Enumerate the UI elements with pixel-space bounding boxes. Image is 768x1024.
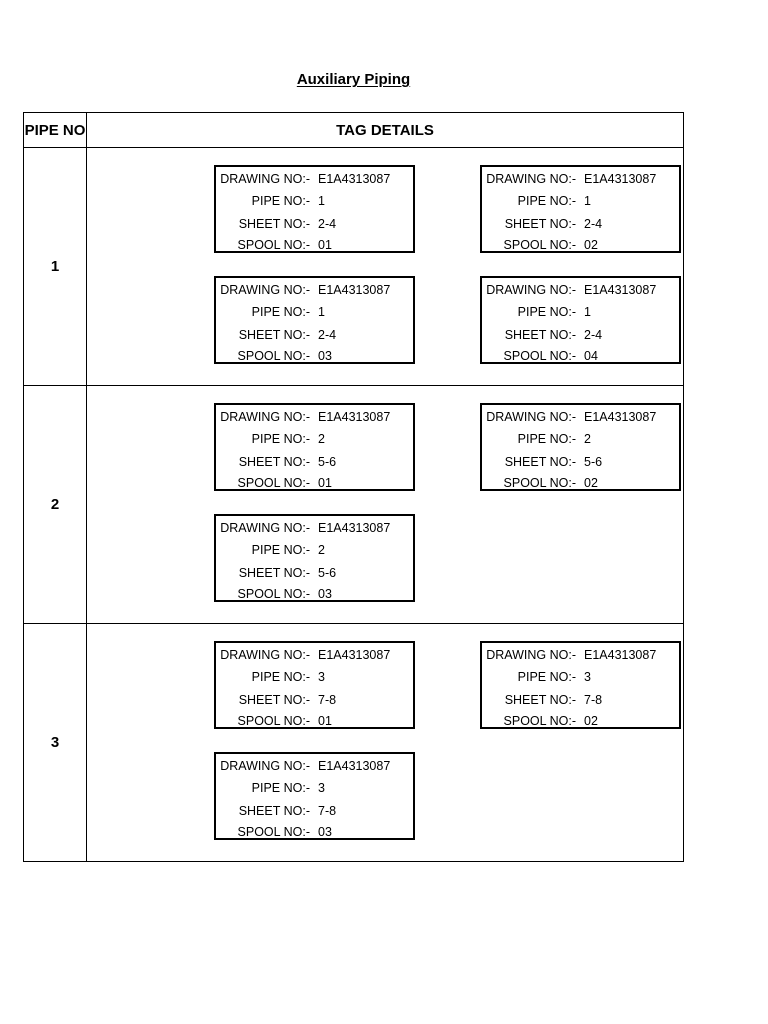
tag-drawing-label: DRAWING NO:- <box>220 410 310 424</box>
tag-pipe-label: PIPE NO:- <box>251 194 310 208</box>
tag-drawing-row <box>482 409 679 425</box>
tag-drawing-label: DRAWING NO:- <box>220 648 310 662</box>
tag-spool-label: SPOOL NO:- <box>237 238 310 252</box>
tag-sheet-row <box>216 803 413 819</box>
tag-sheet-label: SHEET NO:- <box>238 328 310 342</box>
tag-sheet-row <box>482 454 679 470</box>
tag-pipe-row <box>216 542 413 558</box>
tag-drawing-label: DRAWING NO:- <box>220 521 310 535</box>
tag-details-cell <box>87 386 684 624</box>
tag-sheet-value: 2-4 <box>584 217 603 231</box>
tag-box <box>214 641 415 729</box>
tag-pipe-row <box>482 431 679 447</box>
tag-sheet-value: 7-8 <box>318 693 337 707</box>
tag-spool-value: 01 <box>318 476 332 490</box>
tag-box <box>480 276 681 364</box>
tag-spool-row <box>216 348 413 364</box>
tag-drawing-row <box>216 758 413 774</box>
header-pipe-no: PIPE NO <box>24 113 87 148</box>
tag-drawing-value: E1A4313087 <box>584 410 657 424</box>
tag-drawing-value: E1A4313087 <box>318 410 391 424</box>
tag-drawing-label: DRAWING NO:- <box>220 172 310 186</box>
tag-box <box>214 752 415 840</box>
tag-spool-value: 01 <box>318 714 332 728</box>
tag-drawing-row <box>482 647 679 663</box>
tag-drawing-row <box>216 520 413 536</box>
piping-table <box>23 112 684 862</box>
tag-pipe-value: 3 <box>318 670 325 684</box>
tag-drawing-label: DRAWING NO:- <box>486 283 576 297</box>
tag-details-cell <box>87 148 684 386</box>
tag-spool-label: SPOOL NO:- <box>503 349 576 363</box>
tag-drawing-value: E1A4313087 <box>318 283 391 297</box>
tag-drawing-row <box>216 282 413 298</box>
tag-spool-row <box>482 475 679 491</box>
tag-pipe-label: PIPE NO:- <box>517 194 576 208</box>
table-header-row <box>24 113 684 148</box>
tag-pipe-label: PIPE NO:- <box>517 305 576 319</box>
tag-pipe-label: PIPE NO:- <box>251 781 310 795</box>
tag-drawing-value: E1A4313087 <box>318 759 391 773</box>
tag-spool-label: SPOOL NO:- <box>237 587 310 601</box>
tag-drawing-label: DRAWING NO:- <box>220 759 310 773</box>
tag-pipe-row <box>482 304 679 320</box>
tag-box <box>214 514 415 602</box>
tag-pipe-row <box>216 431 413 447</box>
tag-drawing-label: DRAWING NO:- <box>486 648 576 662</box>
tag-sheet-value: 2-4 <box>318 217 337 231</box>
tag-sheet-value: 7-8 <box>584 693 603 707</box>
tag-sheet-value: 5-6 <box>318 455 337 469</box>
tag-spool-value: 04 <box>584 349 598 363</box>
tag-pipe-value: 1 <box>318 305 325 319</box>
tag-spool-row <box>216 475 413 491</box>
tag-spool-label: SPOOL NO:- <box>237 476 310 490</box>
tag-spool-label: SPOOL NO:- <box>503 476 576 490</box>
pipe-number-cell: 2 <box>24 386 87 624</box>
tag-pipe-value: 3 <box>584 670 591 684</box>
pipe-number-cell: 1 <box>24 148 87 386</box>
tag-drawing-value: E1A4313087 <box>318 172 391 186</box>
tag-pipe-label: PIPE NO:- <box>251 305 310 319</box>
tag-spool-row <box>482 237 679 253</box>
tag-sheet-label: SHEET NO:- <box>504 217 576 231</box>
tag-pipe-label: PIPE NO:- <box>251 670 310 684</box>
tag-spool-label: SPOOL NO:- <box>503 714 576 728</box>
tag-pipe-row <box>216 193 413 209</box>
tag-spool-value: 02 <box>584 476 598 490</box>
tag-drawing-value: E1A4313087 <box>318 521 391 535</box>
tag-sheet-value: 5-6 <box>584 455 603 469</box>
tag-spool-label: SPOOL NO:- <box>237 714 310 728</box>
tag-box <box>480 641 681 729</box>
tag-drawing-row <box>216 409 413 425</box>
tag-pipe-value: 1 <box>584 194 591 208</box>
tag-sheet-label: SHEET NO:- <box>238 804 310 818</box>
tag-spool-value: 02 <box>584 714 598 728</box>
tag-sheet-row <box>216 565 413 581</box>
tag-spool-label: SPOOL NO:- <box>237 825 310 839</box>
tag-sheet-label: SHEET NO:- <box>238 455 310 469</box>
tag-sheet-row <box>216 216 413 232</box>
tag-details-cell <box>87 624 684 862</box>
tag-drawing-label: DRAWING NO:- <box>486 410 576 424</box>
tag-sheet-value: 2-4 <box>584 328 603 342</box>
tag-box <box>214 403 415 491</box>
tag-sheet-value: 5-6 <box>318 566 337 580</box>
tag-sheet-row <box>482 216 679 232</box>
document-title: Auxiliary Piping <box>296 71 411 88</box>
tag-pipe-row <box>216 304 413 320</box>
tag-pipe-value: 1 <box>584 305 591 319</box>
tag-spool-row <box>482 348 679 364</box>
tag-sheet-label: SHEET NO:- <box>504 455 576 469</box>
tag-pipe-row <box>482 193 679 209</box>
table-row <box>24 386 684 624</box>
tag-spool-value: 02 <box>584 238 598 252</box>
tag-pipe-label: PIPE NO:- <box>517 432 576 446</box>
tag-sheet-value: 7-8 <box>318 804 337 818</box>
tag-sheet-row <box>482 327 679 343</box>
tag-drawing-label: DRAWING NO:- <box>486 172 576 186</box>
tag-sheet-value: 2-4 <box>318 328 337 342</box>
table-row <box>24 148 684 386</box>
tag-drawing-row <box>216 647 413 663</box>
tag-spool-value: 03 <box>318 587 332 601</box>
tag-spool-row <box>482 713 679 729</box>
tag-drawing-value: E1A4313087 <box>584 172 657 186</box>
tag-sheet-label: SHEET NO:- <box>238 693 310 707</box>
tag-drawing-value: E1A4313087 <box>584 648 657 662</box>
tag-drawing-row <box>482 171 679 187</box>
table-row <box>24 624 684 862</box>
tag-spool-value: 01 <box>318 238 332 252</box>
tag-sheet-row <box>216 327 413 343</box>
tag-spool-row <box>216 713 413 729</box>
header-tag-details: TAG DETAILS <box>87 113 684 148</box>
tag-sheet-label: SHEET NO:- <box>504 328 576 342</box>
tag-pipe-value: 1 <box>318 194 325 208</box>
tag-spool-label: SPOOL NO:- <box>503 238 576 252</box>
tag-sheet-label: SHEET NO:- <box>504 693 576 707</box>
tag-sheet-label: SHEET NO:- <box>238 217 310 231</box>
tag-box <box>480 403 681 491</box>
tag-spool-value: 03 <box>318 349 332 363</box>
tag-pipe-value: 2 <box>584 432 591 446</box>
tag-sheet-row <box>216 692 413 708</box>
tag-pipe-row <box>482 669 679 685</box>
tag-sheet-label: SHEET NO:- <box>238 566 310 580</box>
tag-sheet-row <box>482 692 679 708</box>
tag-pipe-row <box>216 669 413 685</box>
pipe-number-cell: 3 <box>24 624 87 862</box>
tag-spool-row <box>216 237 413 253</box>
tag-pipe-label: PIPE NO:- <box>251 432 310 446</box>
tag-pipe-value: 2 <box>318 432 325 446</box>
tag-pipe-label: PIPE NO:- <box>251 543 310 557</box>
tag-box <box>214 165 415 253</box>
tag-pipe-value: 2 <box>318 543 325 557</box>
tag-drawing-row <box>482 282 679 298</box>
tag-pipe-value: 3 <box>318 781 325 795</box>
tag-pipe-row <box>216 780 413 796</box>
tag-drawing-label: DRAWING NO:- <box>220 283 310 297</box>
tag-drawing-value: E1A4313087 <box>584 283 657 297</box>
tag-pipe-label: PIPE NO:- <box>517 670 576 684</box>
tag-spool-value: 03 <box>318 825 332 839</box>
tag-box <box>480 165 681 253</box>
tag-spool-row <box>216 586 413 602</box>
tag-spool-label: SPOOL NO:- <box>237 349 310 363</box>
tag-sheet-row <box>216 454 413 470</box>
tag-box <box>214 276 415 364</box>
tag-spool-row <box>216 824 413 840</box>
tag-drawing-value: E1A4313087 <box>318 648 391 662</box>
tag-drawing-row <box>216 171 413 187</box>
